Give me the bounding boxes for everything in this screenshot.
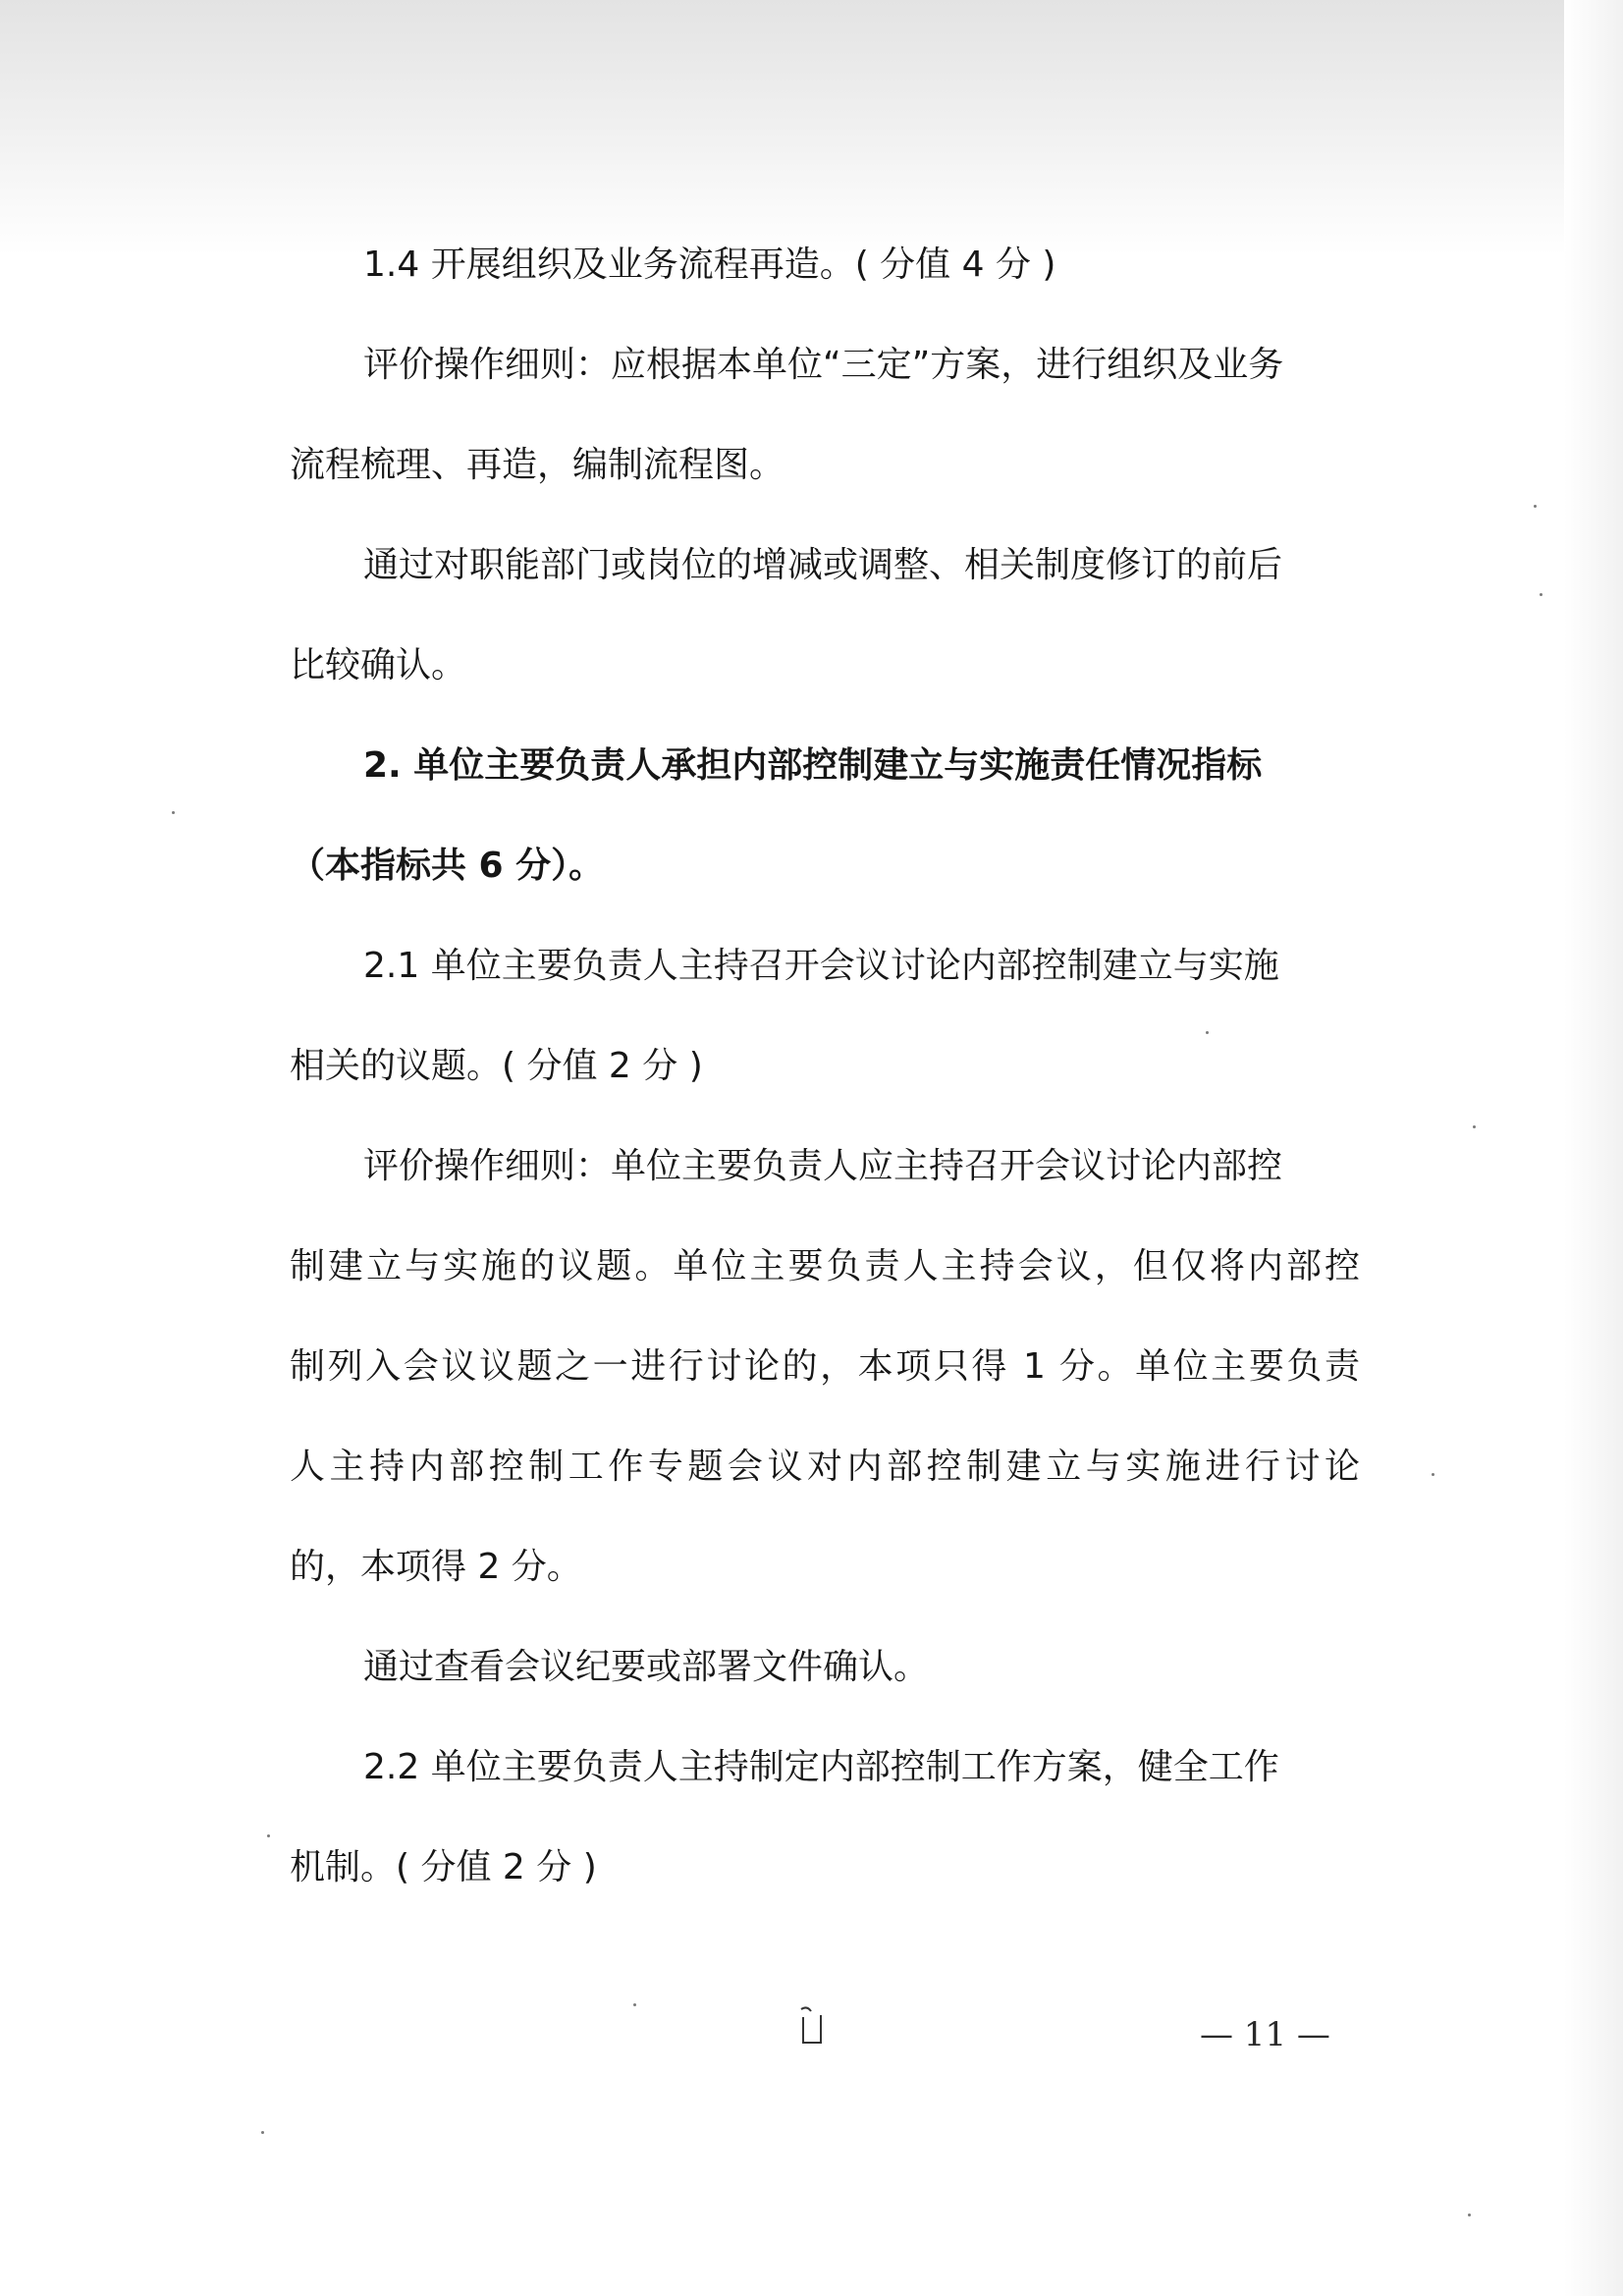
section-1-4-rule-line-1: 评价操作细则：应根据本单位“三定”方案，进行组织及业务 bbox=[363, 345, 1284, 385]
section-1-4-rule-line-2: 流程梳理、再造，编制流程图。 bbox=[290, 445, 785, 485]
scan-shadow-right bbox=[1564, 0, 1623, 2296]
section-2-1-heading-line-1: 2.1 单位主要负责人主持召开会议讨论内部控制建立与实施 bbox=[363, 946, 1279, 986]
section-2-1-rule-line-5: 的，本项得 2 分。 bbox=[290, 1547, 582, 1587]
scan-speck bbox=[1473, 1125, 1476, 1128]
scan-speck bbox=[633, 2003, 636, 2006]
section-1-4-verify-line-1: 通过对职能部门或岗位的增减或调整、相关制度修订的前后 bbox=[363, 545, 1283, 585]
scan-speck bbox=[1468, 2214, 1471, 2216]
scan-shadow-top bbox=[0, 0, 1623, 255]
scan-speck bbox=[1540, 593, 1542, 596]
scan-speck bbox=[1206, 1031, 1209, 1034]
scan-speck bbox=[261, 2131, 264, 2134]
section-1-4-verify-line-2: 比较确认。 bbox=[290, 645, 467, 685]
scan-speck bbox=[267, 1834, 270, 1837]
page-number: — 11 — bbox=[1200, 2015, 1330, 2054]
handwritten-page-mark bbox=[797, 2003, 827, 2050]
scan-speck bbox=[1432, 1473, 1434, 1476]
section-2-2-heading-line-2: 机制。( 分值 2 分 ) bbox=[290, 1847, 597, 1887]
section-2-2-heading-line-1: 2.2 单位主要负责人主持制定内部控制工作方案，健全工作 bbox=[363, 1747, 1279, 1787]
scan-speck bbox=[172, 811, 175, 814]
section-1-4-heading: 1.4 开展组织及业务流程再造。( 分值 4 分 ) bbox=[363, 245, 1056, 285]
section-2-1-rule-line-3: 制列入会议议题之一进行讨论的，本项只得 1 分。单位主要负责 bbox=[290, 1346, 1360, 1387]
section-2-heading-line-1: 2. 单位主要负责人承担内部控制建立与实施责任情况指标 bbox=[363, 745, 1263, 786]
section-2-1-rule-line-2: 制建立与实施的议题。单位主要负责人主持会议，但仅将内部控 bbox=[290, 1246, 1360, 1286]
section-2-1-rule-line-1: 评价操作细则：单位主要负责人应主持召开会议讨论内部控 bbox=[363, 1146, 1283, 1186]
section-2-1-heading-line-2: 相关的议题。( 分值 2 分 ) bbox=[290, 1046, 703, 1086]
section-2-1-rule-line-4: 人主持内部控制工作专题会议对内部控制建立与实施进行讨论 bbox=[290, 1447, 1360, 1487]
scan-speck bbox=[1534, 505, 1537, 508]
section-2-1-verify-line: 通过查看会议纪要或部署文件确认。 bbox=[363, 1647, 930, 1687]
section-2-heading-line-2: （本指标共 6 分）。 bbox=[290, 846, 605, 886]
